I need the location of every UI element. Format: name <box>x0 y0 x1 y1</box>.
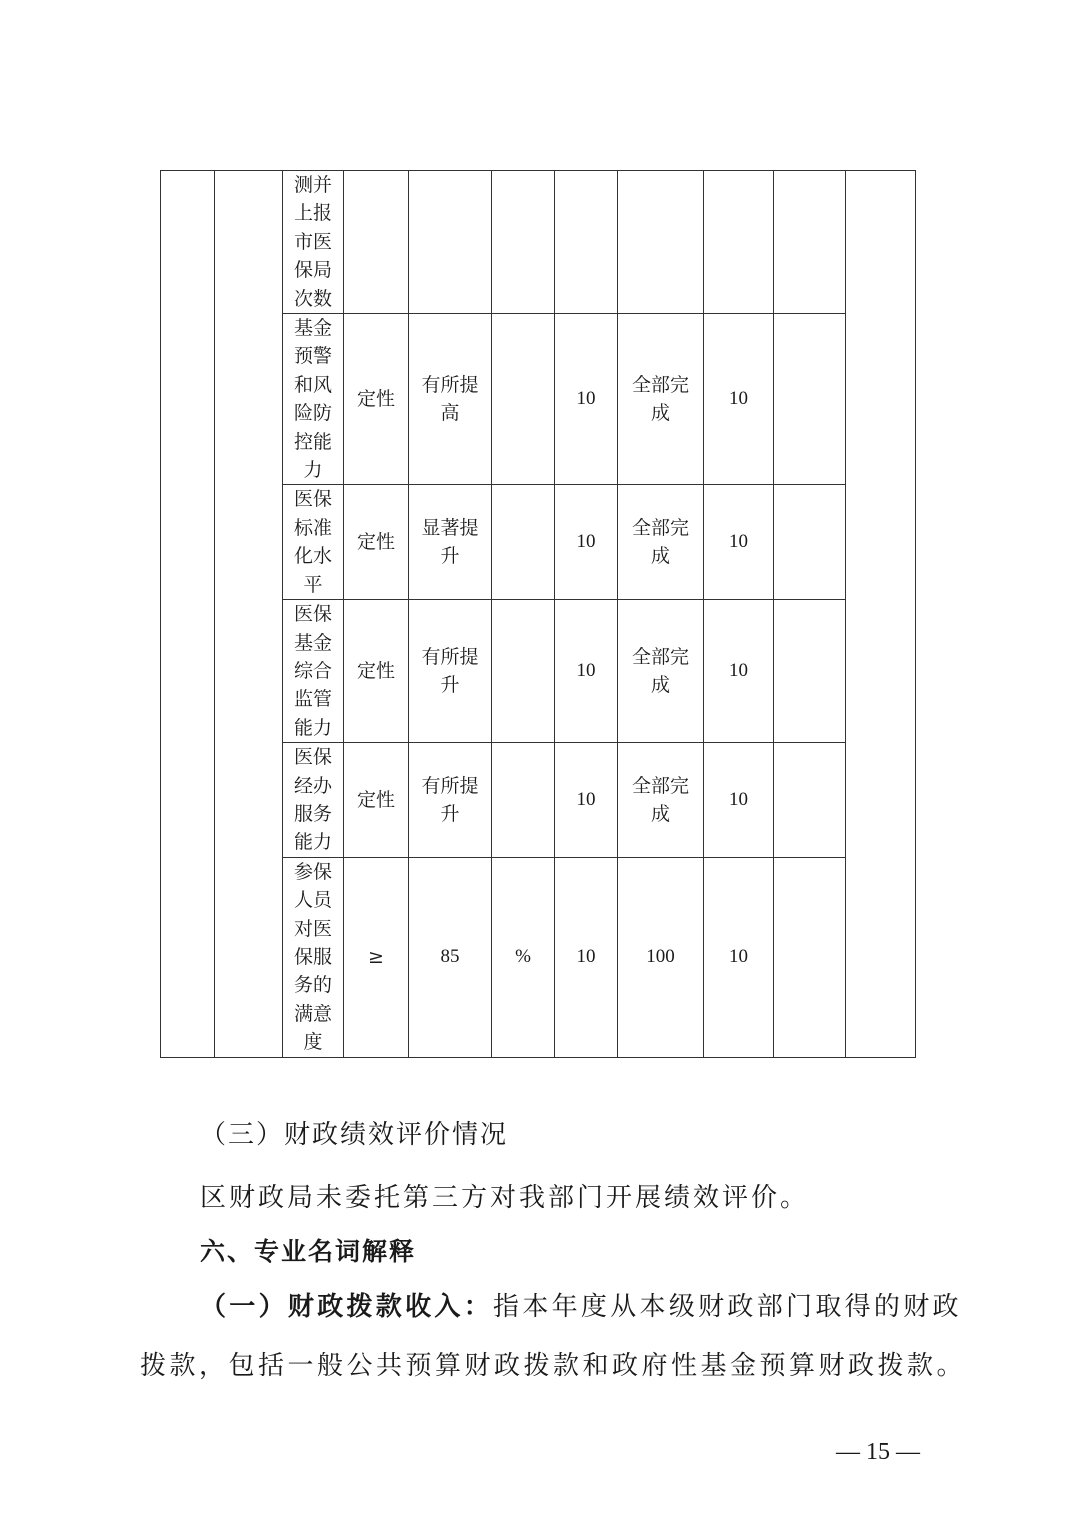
operator-cell: 定性 <box>344 743 409 858</box>
operator-cell: 定性 <box>344 485 409 600</box>
weight-cell: 10 <box>555 314 618 485</box>
actual-cell: 100 <box>618 857 704 1057</box>
definition1-text: 指本年度从本级财政部门取得的财政 <box>493 1292 962 1322</box>
weight-cell: 10 <box>555 743 618 858</box>
indicator-cell: 测并上报市医保局次数 <box>283 171 344 314</box>
note-cell <box>774 314 846 485</box>
unit-cell <box>492 485 555 600</box>
weight-cell: 10 <box>555 857 618 1057</box>
target-cell: 显著提升 <box>409 485 492 600</box>
definition1-line1 <box>200 1286 962 1323</box>
note-cell <box>774 600 846 743</box>
indicator-cell: 参保人员对医保服务的满意度 <box>283 857 344 1057</box>
note-cell <box>774 743 846 858</box>
actual-cell: 全部完成 <box>618 743 704 858</box>
indicator-cell: 医保经办服务能力 <box>283 743 344 858</box>
subcategory-cell <box>215 171 283 1058</box>
operator-cell: 定性 <box>344 314 409 485</box>
page-number: — 15 — <box>836 1439 920 1465</box>
score-cell: 10 <box>704 600 774 743</box>
score-cell: 10 <box>704 314 774 485</box>
unit-cell: % <box>492 857 555 1057</box>
operator-cell: 定性 <box>344 600 409 743</box>
target-cell: 85 <box>409 857 492 1057</box>
indicator-cell: 医保基金综合监管能力 <box>283 600 344 743</box>
unit-cell <box>492 314 555 485</box>
unit-cell <box>492 743 555 858</box>
section3-body: 区财政局未委托第三方对我部门开展绩效评价。 <box>200 1183 810 1213</box>
indicator-cell: 医保标准化水平 <box>283 485 344 600</box>
indicator-cell: 基金预警和风险防控能力 <box>283 314 344 485</box>
target-cell: 有所提升 <box>409 600 492 743</box>
category-cell <box>161 171 215 1058</box>
actual-cell: 全部完成 <box>618 600 704 743</box>
target-cell: 有所提高 <box>409 314 492 485</box>
unit-cell <box>492 600 555 743</box>
remarks-cell <box>846 171 916 1058</box>
score-cell: 10 <box>704 485 774 600</box>
operator-cell: ≥ <box>344 857 409 1057</box>
section3-heading: （三）财政绩效评价情况 <box>200 1120 509 1150</box>
section6-heading: 六、专业名词解释 <box>200 1237 417 1266</box>
score-cell: 10 <box>704 743 774 858</box>
note-cell <box>774 857 846 1057</box>
definition1-line2: 拨款，包括一般公共预算财政拨款和政府性基金预算财政拨款。 <box>140 1351 967 1381</box>
actual-cell: 全部完成 <box>618 314 704 485</box>
score-cell: 10 <box>704 857 774 1057</box>
weight-cell: 10 <box>555 485 618 600</box>
table-row <box>161 171 916 314</box>
target-cell: 有所提升 <box>409 743 492 858</box>
note-cell <box>774 485 846 600</box>
performance-indicator-table <box>160 170 916 1058</box>
weight-cell: 10 <box>555 600 618 743</box>
definition1-term: （一）财政拨款收入： <box>200 1292 494 1322</box>
actual-cell: 全部完成 <box>618 485 704 600</box>
